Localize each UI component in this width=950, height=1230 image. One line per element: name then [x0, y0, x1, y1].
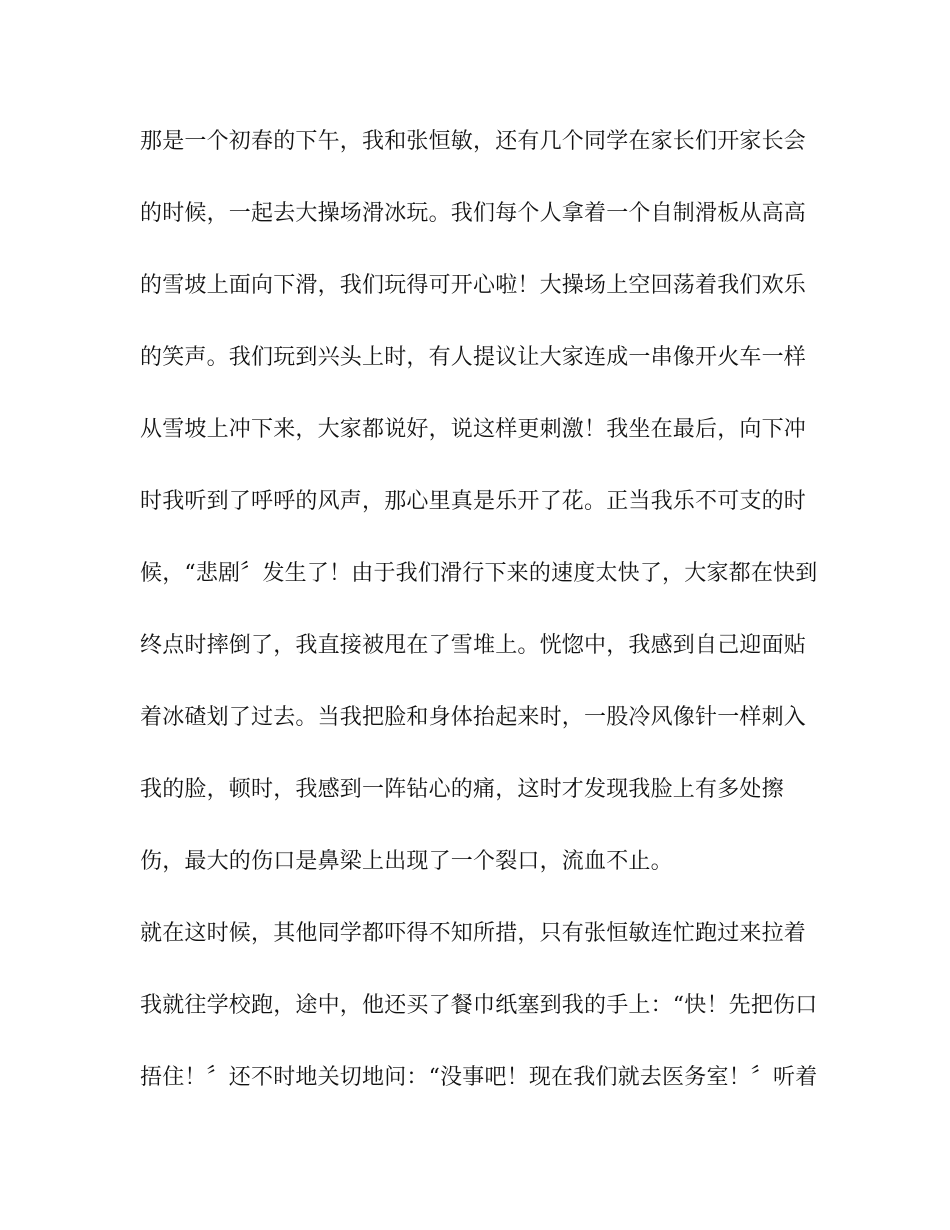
- text-line: 的笑声。我们玩到兴头上时，有人提议让大家连成一串像开火车一样: [140, 345, 807, 370]
- text-line: 从雪坡上冲下来，大家都说好，说这样更刺激！我坐在最后，向下冲: [140, 417, 807, 442]
- text-line: 那是一个初春的下午，我和张恒敏，还有几个同学在家长们开家长会: [140, 129, 807, 154]
- text-line: 时我听到了呼呼的风声，那心里真是乐开了花。正当我乐不可支的时: [140, 489, 807, 514]
- text-line: 的雪坡上面向下滑，我们玩得可开心啦！大操场上空回荡着我们欢乐: [140, 273, 807, 298]
- text-line: 候，“悲剧〞发生了！由于我们滑行下来的速度太快了，大家都在快到: [140, 561, 818, 586]
- text-line: 终点时摔倒了，我直接被甩在了雪堆上。恍惚中，我感到自己迎面贴: [140, 633, 807, 658]
- text-line: 我就往学校跑，途中，他还买了餐巾纸塞到我的手上：“快！先把伤口: [140, 993, 818, 1018]
- text-line: 捂住！〞还不时地关切地问：“没事吧！现在我们就去医务室！〞听着: [140, 1065, 818, 1090]
- text-line: 着冰碴划了过去。当我把脸和身体抬起来时，一股冷风像针一样刺入: [140, 705, 807, 730]
- text-line: 就在这时候，其他同学都吓得不知所措，只有张恒敏连忙跑过来拉着: [140, 921, 807, 946]
- text-line: 我的脸，顿时，我感到一阵钻心的痛，这时才发现我脸上有多处擦: [140, 777, 784, 802]
- text-line: 的时候，一起去大操场滑冰玩。我们每个人拿着一个自制滑板从高高: [140, 201, 807, 226]
- text-line: 伤，最大的伤口是鼻梁上出现了一个裂口，流血不止。: [140, 849, 673, 874]
